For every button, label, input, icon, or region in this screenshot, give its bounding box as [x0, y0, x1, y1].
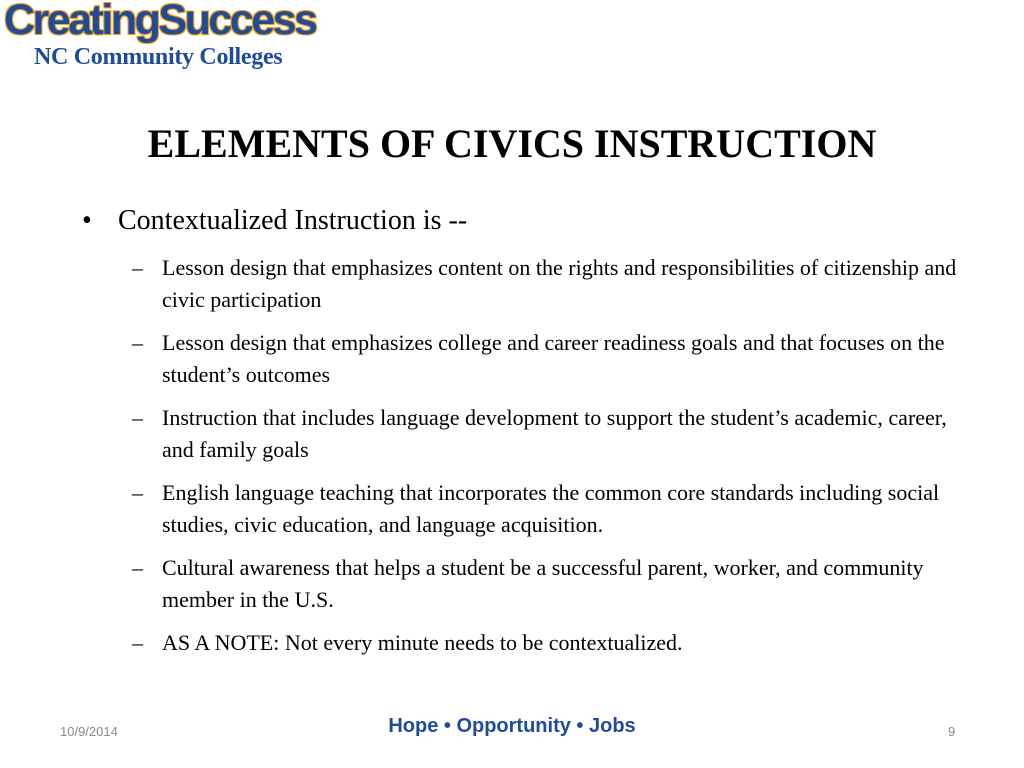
logo-bottom-text: NC Community Colleges	[34, 44, 283, 70]
sub-bullet-text: Instruction that includes language development to support the student’s academic, career, and family goals	[162, 405, 947, 462]
main-bullet	[78, 204, 958, 238]
sub-bullet-text: Cultural awareness that helps a student be a successful parent, worker, and community member in the U.S.	[162, 555, 924, 612]
dash-marker: –	[132, 555, 143, 580]
bullet-marker: •	[82, 205, 92, 236]
sub-bullet-text: Lesson design that emphasizes content on the rights and responsibilities of citizenship and civic participation	[162, 255, 957, 312]
page-number: 9	[948, 724, 956, 739]
creating-success-logo	[4, 2, 344, 74]
sub-bullet-list	[78, 252, 958, 659]
sub-bullet-text: AS A NOTE: Not every minute needs to be contextualized.	[162, 630, 683, 655]
sub-bullet-text: Lesson design that emphasizes college and career readiness goals and that focuses on the student’s outcomes	[162, 330, 945, 387]
dash-marker: –	[132, 255, 143, 280]
footer-tagline: Hope • Opportunity • Jobs	[388, 715, 636, 737]
slide-body	[78, 204, 958, 670]
dash-marker: –	[132, 480, 143, 505]
logo-top-text: CreatingSuccess	[4, 0, 316, 44]
sub-bullet-item	[78, 477, 958, 541]
sub-bullet-text: English language teaching that incorporates the common core standards including social studies, civic education, and language acquisition.	[162, 480, 940, 537]
footer-date: 10/9/2014	[60, 724, 118, 739]
dash-marker: –	[132, 630, 143, 655]
sub-bullet-item	[78, 252, 958, 316]
main-bullet-text: Contextualized Instruction is --	[118, 205, 468, 236]
sub-bullet-item	[78, 627, 958, 659]
sub-bullet-item	[78, 327, 958, 391]
dash-marker: –	[132, 405, 143, 430]
dash-marker: –	[132, 330, 143, 355]
sub-bullet-item	[78, 552, 958, 616]
sub-bullet-item	[78, 402, 958, 466]
slide-title: ELEMENTS OF CIVICS INSTRUCTION	[147, 121, 877, 166]
